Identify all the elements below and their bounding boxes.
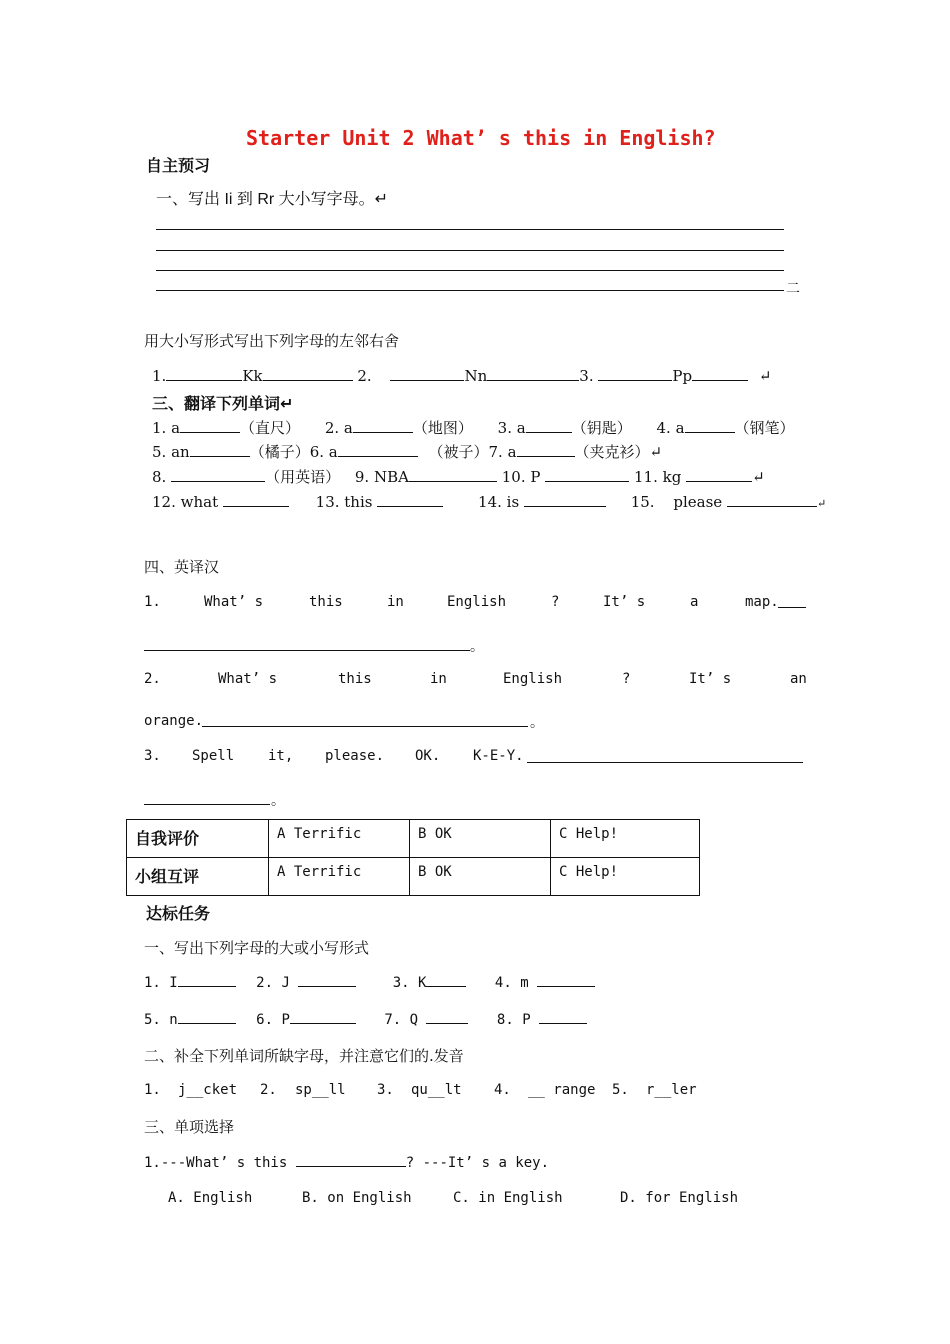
answer-line-s1[interactable] <box>144 650 470 651</box>
answer-line-s3b[interactable] <box>144 804 270 805</box>
q4-s2-word: It’ s <box>689 671 732 687</box>
q3-row-2 <box>152 441 662 462</box>
t1-item: 3. K <box>392 975 427 991</box>
t1-item: 7. Q <box>384 1012 419 1028</box>
q2-heading: 用大小写形式写出下列字母的左邻右舍 <box>144 332 400 350</box>
q3-row-3 <box>152 466 765 487</box>
t3-heading: 三、单项选择 <box>144 1118 235 1136</box>
option-c[interactable]: C Help! <box>551 858 700 896</box>
table-row <box>127 858 700 896</box>
t2-num: 3. <box>377 1082 394 1098</box>
answer-blank[interactable] <box>686 469 752 482</box>
t2-word: qu__lt <box>411 1082 462 1098</box>
choice-b[interactable]: B. on English <box>302 1190 412 1206</box>
answer-blank[interactable] <box>290 1011 356 1024</box>
q3-gloss-orange: （橘子）6. a <box>249 443 338 461</box>
answer-blank[interactable] <box>598 368 672 381</box>
q4-s3-word: Spell <box>192 748 235 764</box>
q4-s1-word: map. <box>745 594 779 610</box>
period-mark: 。 <box>470 639 484 655</box>
q3-gloss-key: （钥匙） <box>571 419 632 437</box>
q3-item-15: 15. <box>630 493 655 511</box>
t1-row-2 <box>144 1011 587 1028</box>
q4-s1-word: this <box>309 594 343 610</box>
answer-blank[interactable] <box>377 494 443 507</box>
answer-blank[interactable] <box>692 368 748 381</box>
q4-sentence-3-num: 3. <box>144 748 161 764</box>
q3-item-13: 13. this <box>315 493 373 511</box>
q3-gloss-jacket: （夹克衫）↵ <box>574 443 663 461</box>
choice-d[interactable]: D. for English <box>620 1190 739 1206</box>
q3-heading: 三、翻译下列单词↵ <box>152 396 294 413</box>
q4-s3-word: please. <box>325 748 385 764</box>
answer-blank[interactable] <box>409 469 497 482</box>
return-mark: ↵ <box>758 367 772 385</box>
answer-blank[interactable] <box>685 420 735 433</box>
t1-item: 1. I <box>144 975 178 991</box>
q4-s3-word: it, <box>268 748 294 764</box>
q3-gloss-ruler: （直尺） <box>240 419 301 437</box>
answer-blank[interactable] <box>517 444 575 457</box>
q3-item-10: 10. P <box>501 468 541 486</box>
q3-item-14: 14. is <box>478 493 520 511</box>
t2-num: 5. <box>612 1082 629 1098</box>
q2-num-3: 3. <box>579 367 594 385</box>
q4-s2-word: this <box>338 671 372 687</box>
t2-word: j__cket <box>178 1082 238 1098</box>
t3-q1 <box>144 1154 549 1171</box>
period-mark: 。 <box>530 715 544 731</box>
q2-items <box>152 367 771 385</box>
answer-blank[interactable] <box>539 1011 587 1024</box>
answer-blank[interactable] <box>426 974 466 987</box>
q3-item-4: 4. a <box>656 419 685 437</box>
q3-row-1 <box>152 417 795 438</box>
t2-word: __ range <box>528 1082 596 1098</box>
t1-row-1 <box>144 974 595 991</box>
q4-s3-word: OK. <box>415 748 441 764</box>
q2-num-1: 1. <box>152 367 167 385</box>
q4-s1-word: It’ s <box>603 594 646 610</box>
answer-blank[interactable] <box>537 974 595 987</box>
answer-blank[interactable] <box>178 974 236 987</box>
answer-blank[interactable] <box>778 607 806 608</box>
q3-gloss-quilt: （被子）7. a <box>428 443 517 461</box>
t1-item: 8. P <box>496 1012 531 1028</box>
evaluation-table <box>126 819 700 896</box>
q2-num-2: 2. <box>357 367 372 385</box>
q3-gloss-pen: （钢笔） <box>734 419 795 437</box>
q4-s3-word: K-E-Y. <box>473 748 524 764</box>
choice-c[interactable]: C. in English <box>453 1190 563 1206</box>
answer-line-s3[interactable] <box>527 762 803 763</box>
table-row <box>127 820 700 858</box>
q4-s1-word: a <box>690 594 699 610</box>
writing-line-1[interactable] <box>156 229 784 230</box>
t3-q1-stem: 1.---What’ s this <box>144 1155 288 1171</box>
t2-num: 1. <box>144 1082 161 1098</box>
q1-heading: 一、写出 Ii 到 Rr 大小写字母。↵ <box>156 191 389 208</box>
return-mark: ↵ <box>816 497 827 510</box>
q4-sentence-1-num: 1. <box>144 594 161 610</box>
t1-item: 5. n <box>144 1012 178 1028</box>
q2-letter-pp: Pp <box>672 367 693 385</box>
q3-item-9: 9. NBA <box>354 468 409 486</box>
section-heading-preview: 自主预习 <box>146 158 211 175</box>
q1-tail-char: 二 <box>786 281 800 297</box>
q3-item-11: 11. kg <box>634 468 682 486</box>
q4-s2-word: in <box>430 671 447 687</box>
answer-line-s2[interactable] <box>202 726 528 727</box>
q3-gloss-map: （地图） <box>412 419 473 437</box>
q3-item-8: 8. <box>152 468 167 486</box>
q4-s2-word: an <box>790 671 807 687</box>
q4-s1-word: ? <box>551 594 560 610</box>
answer-blank[interactable] <box>526 420 572 433</box>
q4-s1-word: What’ s <box>204 594 264 610</box>
option-b[interactable]: B OK <box>410 858 551 896</box>
q3-item-5: 5. an <box>152 443 190 461</box>
t2-num: 4. <box>494 1082 511 1098</box>
answer-blank[interactable] <box>353 420 413 433</box>
answer-blank[interactable] <box>263 368 353 381</box>
t1-item: 6. P <box>256 1012 290 1028</box>
q3-item-12: 12. what <box>152 493 219 511</box>
answer-blank[interactable] <box>296 1154 406 1167</box>
q3-item-1: 1. a <box>152 419 181 437</box>
q3-row-4 <box>152 493 826 511</box>
answer-blank[interactable] <box>426 1011 468 1024</box>
answer-blank[interactable] <box>180 420 240 433</box>
answer-blank[interactable] <box>190 444 250 457</box>
answer-blank[interactable] <box>171 469 265 482</box>
q3-word-please: please <box>673 493 723 511</box>
q4-s1-word: in <box>387 594 404 610</box>
choice-a[interactable]: A. English <box>168 1190 253 1206</box>
answer-blank[interactable] <box>166 368 242 381</box>
q4-s2-word: What’ s <box>218 671 278 687</box>
q3-item-3: 3. a <box>497 419 526 437</box>
period-mark: 。 <box>271 793 285 809</box>
answer-blank[interactable] <box>487 368 579 381</box>
writing-line-4[interactable] <box>156 290 784 291</box>
answer-blank[interactable] <box>298 974 356 987</box>
t2-heading: 二、补全下列单词所缺字母，并注意它们的.发音 <box>144 1047 464 1065</box>
t1-heading: 一、写出下列字母的大或小写形式 <box>144 939 370 957</box>
q4-sentence-2-num: 2. <box>144 671 161 687</box>
answer-blank[interactable] <box>223 494 289 507</box>
answer-blank[interactable] <box>727 494 817 507</box>
eval-label-self: 自我评价 <box>127 820 269 858</box>
option-c[interactable]: C Help! <box>551 820 700 858</box>
answer-blank[interactable] <box>545 469 629 482</box>
q4-s1-word: English <box>447 594 507 610</box>
q4-heading: 四、英译汉 <box>144 558 220 576</box>
return-mark: ↵ <box>752 468 765 486</box>
q3-gloss-in-english: （用英语） <box>265 468 341 486</box>
answer-blank[interactable] <box>338 444 418 457</box>
t2-word: sp__ll <box>295 1082 346 1098</box>
answer-blank[interactable] <box>390 368 464 381</box>
q4-s2-word: ? <box>622 671 631 687</box>
option-a[interactable]: A Terrific <box>269 820 410 858</box>
q2-letter-kk: Kk <box>242 367 263 385</box>
writing-line-2[interactable] <box>156 250 784 251</box>
q3-item-2: 2. a <box>324 419 353 437</box>
t2-word: r__ler <box>646 1082 697 1098</box>
option-a[interactable]: A Terrific <box>269 858 410 896</box>
q2-letter-nn: Nn <box>464 367 488 385</box>
q4-s2-word: English <box>503 671 563 687</box>
t1-item: 2. J <box>256 975 290 991</box>
answer-blank[interactable] <box>524 494 606 507</box>
t2-num: 2. <box>260 1082 277 1098</box>
section-heading-task: 达标任务 <box>146 906 211 923</box>
writing-line-3[interactable] <box>156 270 784 271</box>
t1-item: 4. m <box>494 975 529 991</box>
t3-q1-tail: ? ---It’ s a key. <box>405 1155 550 1171</box>
option-b[interactable]: B OK <box>410 820 551 858</box>
answer-blank[interactable] <box>178 1011 236 1024</box>
eval-label-group: 小组互评 <box>127 858 269 896</box>
q4-s2-word: orange. <box>144 713 204 729</box>
page-title: Starter Unit 2 What’ s this in English? <box>246 126 716 150</box>
